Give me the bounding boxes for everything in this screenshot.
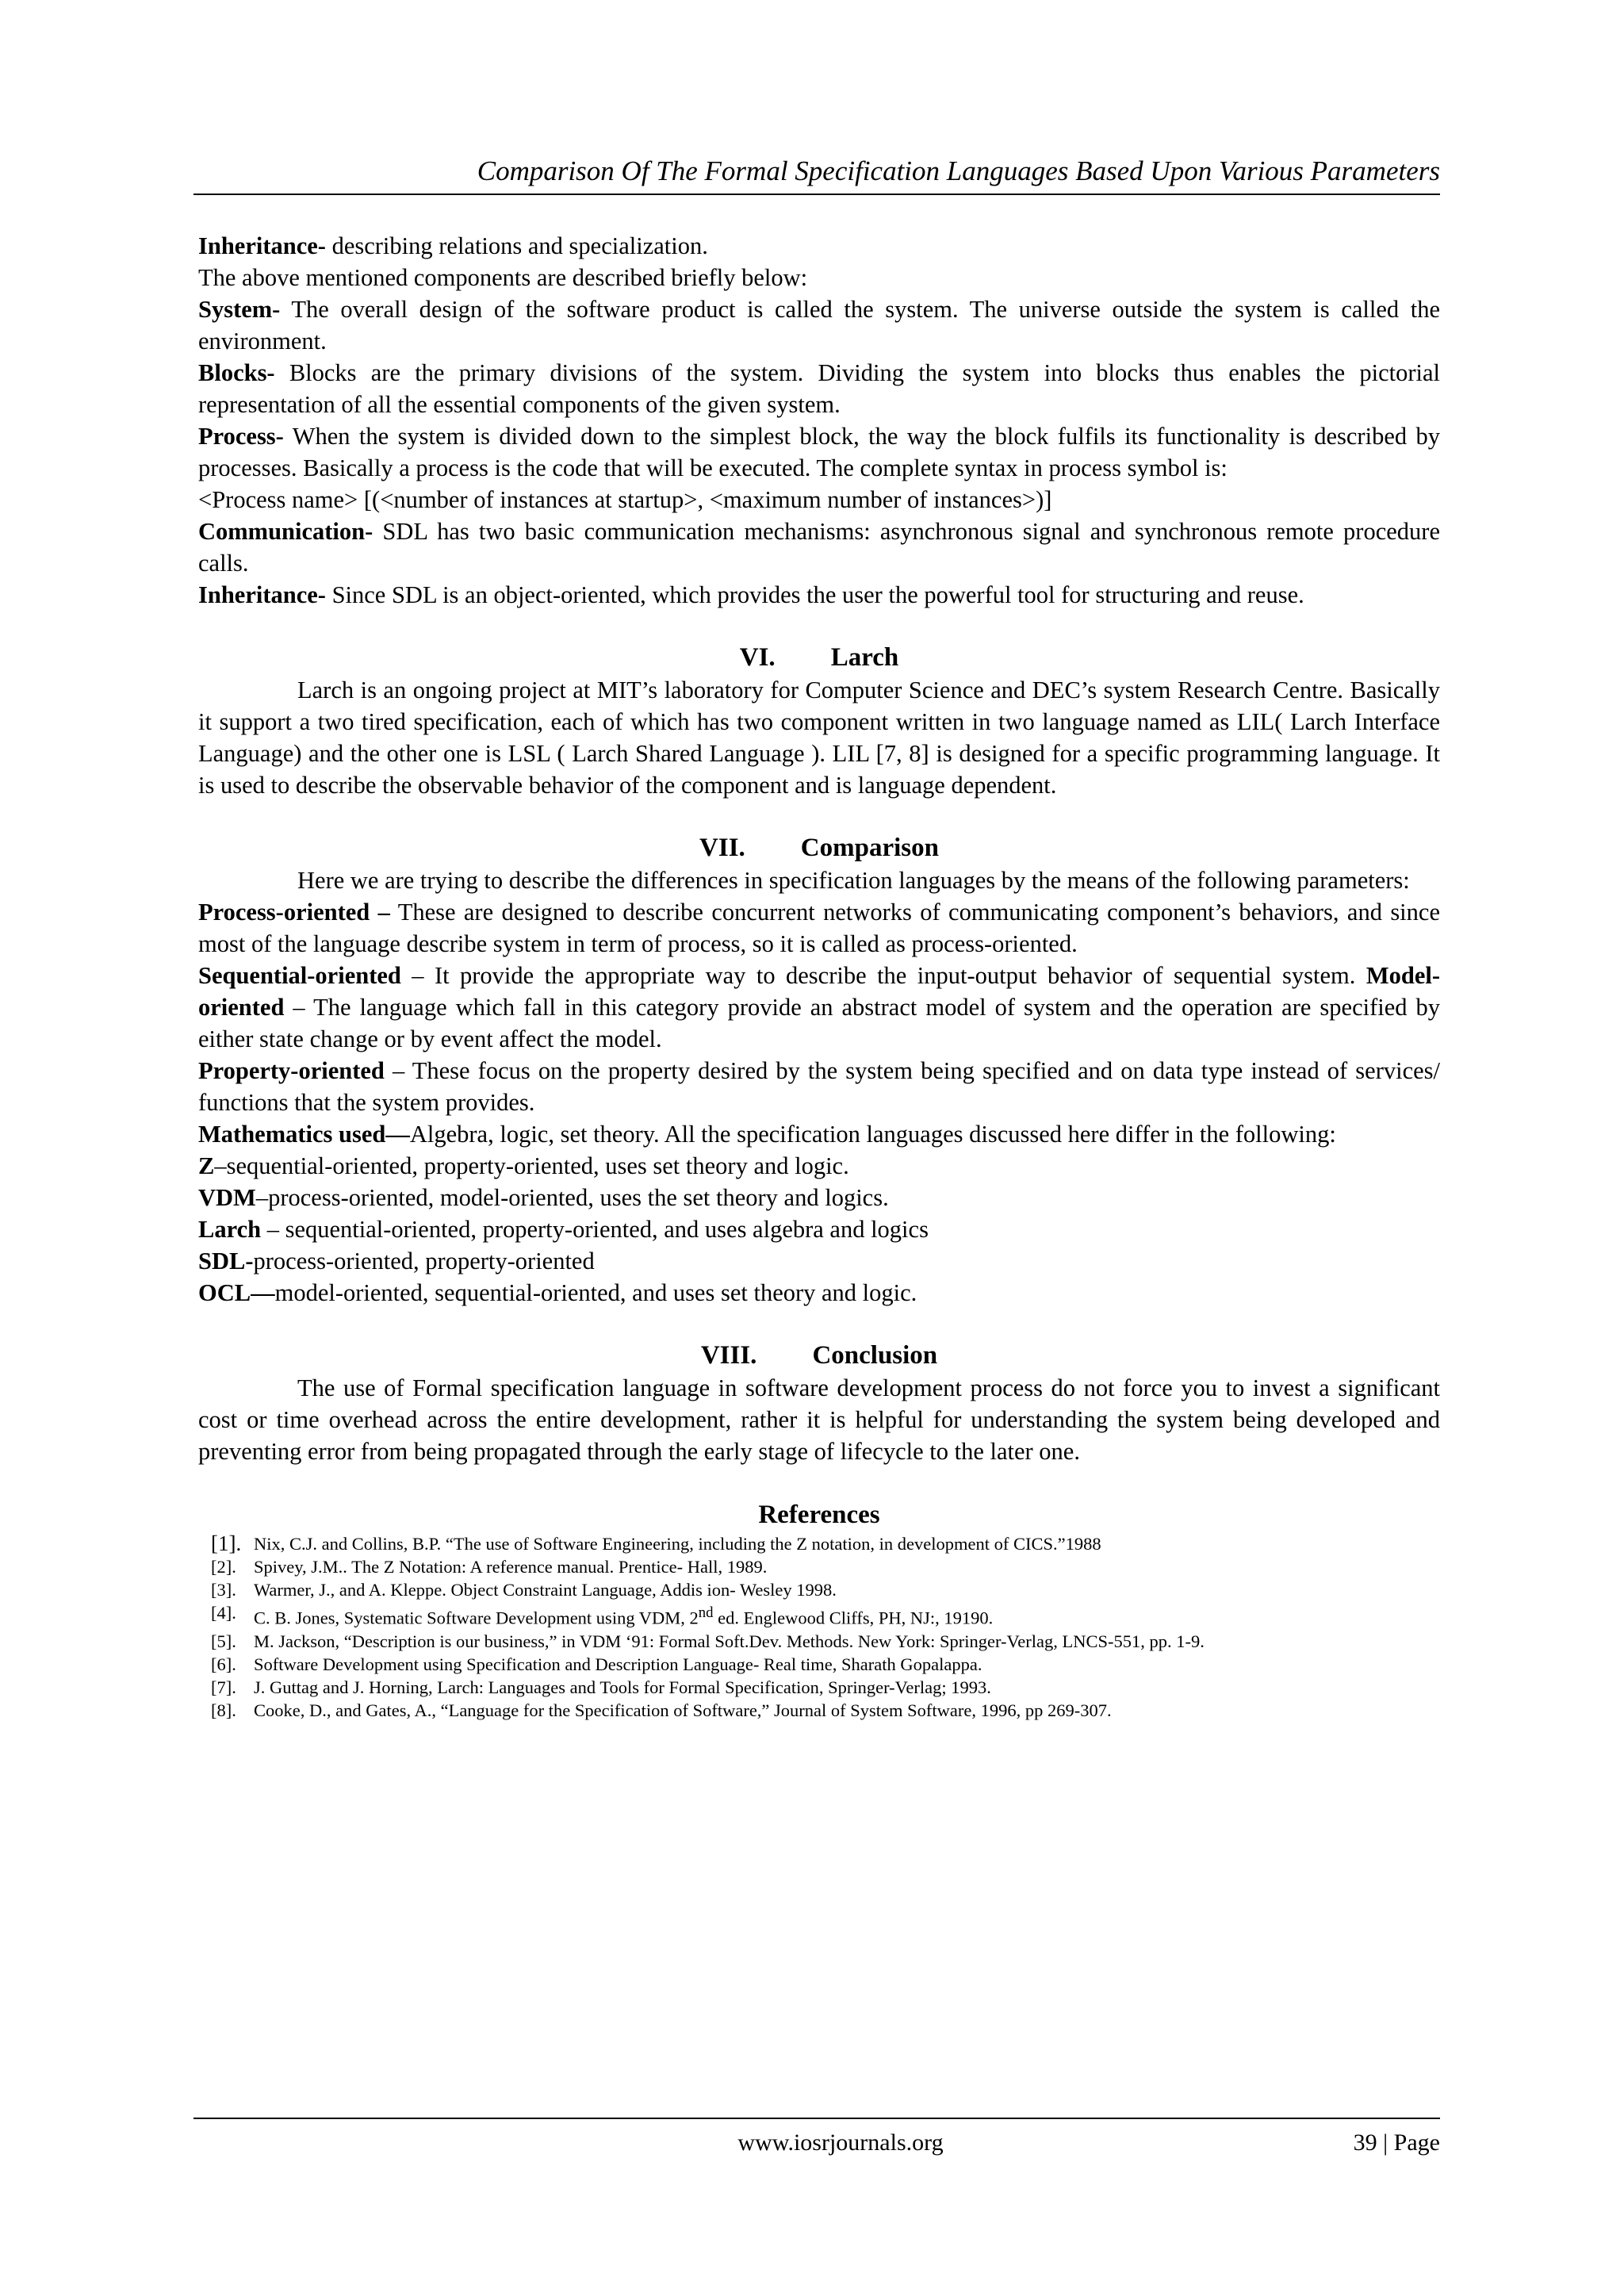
term: Communication- <box>198 518 373 545</box>
intro-paragraph: <Process name> [(<number of instances at startup>, <maximum number of instances>)] <box>198 486 1052 513</box>
intro-paragraph: System- The overall design of the software product is called the system. The universe outside the system is called the environment. <box>198 296 1440 355</box>
footer-page-number: 39 | Page <box>1353 2129 1440 2156</box>
references-heading: References <box>758 1501 880 1529</box>
reference-item: [4]. C. B. Jones, Systematic Software Development using VDM, 2nd ed. Englewood Cliffs, PH, NJ:, 19190. <box>211 1603 994 1628</box>
larch-paragraph: Larch is an ongoing project at MIT’s laboratory for Computer Science and DEC’s system Research Centre. Basically it support a two tired specification, each of which has two component written in two language named as LIL( Larch Interface Language) and the other one is LSL ( Larch Shared Language ). LIL [7, 8] is designed for a specific programming language. It is used to describe the observable behavior of the component and is language dependent. <box>198 677 1440 799</box>
conclusion-paragraph: The use of Formal specification language in software development process do not force you to invest a significant cost or time overhead across the entire development, rather it is helpful for understanding the system being developed and preventing error from being propagated through the early stage of lifecycle to the later one. <box>198 1374 1440 1465</box>
mathematics-paragraph: Mathematics used—Algebra, logic, set theory. All the specification languages discussed here differ in the following: <box>198 1121 1336 1148</box>
language-line: SDL-process-oriented, property-oriented <box>198 1248 595 1274</box>
intro-paragraph: Blocks- Blocks are the primary divisions of the system. Dividing the system into blocks thus enables the pictorial representation of all the essential components of the given system. <box>198 359 1440 418</box>
section-heading-comparison: VII. Comparison <box>699 834 939 862</box>
main-text <box>198 230 1440 1722</box>
language-line: OCL—model-oriented, sequential-oriented, and uses set theory and logic. <box>198 1279 917 1306</box>
comparison-intro: Here we are trying to describe the differences in specification languages by the means of the following parameters: <box>297 867 1410 894</box>
term: System- <box>198 296 281 323</box>
references-list <box>198 1532 1440 1722</box>
process-oriented-paragraph: Process-oriented – These are designed to describe concurrent networks of communicating component’s behaviors, and since most of the language describe system in term of process, so it is called as process-oriented. <box>198 899 1440 957</box>
intro-paragraph: Inheritance- describing relations and specialization. <box>198 232 708 259</box>
reference-item: [1]. Nix, C.J. and Collins, B.P. “The use of Software Engineering, including the Z notation, in development of CICS.”1988 <box>211 1531 1101 1555</box>
language-line: VDM–process-oriented, model-oriented, uses the set theory and logics. <box>198 1184 889 1211</box>
running-header: Comparison Of The Formal Specification Languages Based Upon Various Parameters <box>477 155 1440 186</box>
reference-item: [5]. M. Jackson, “Description is our business,” in VDM ‘91: Formal Soft.Dev. Methods. New York: Springer-Verlag, LNCS-551, pp. 1-9. <box>211 1631 1205 1651</box>
property-oriented-paragraph: Property-oriented – These focus on the property desired by the system being specified and on data type instead of services/ functions that the system provides. <box>198 1057 1440 1116</box>
sequential-model-paragraph: Sequential-oriented – It provide the appropriate way to describe the input-output behavior of sequential system. Model-oriented – The language which fall in this category provide an abstract model of system and the operation are specified by either state change or by event affect the model. <box>198 962 1440 1052</box>
intro-paragraph: Inheritance- Since SDL is an object-oriented, which provides the user the powerful tool for structuring and reuse. <box>198 581 1304 608</box>
intro-paragraph: The above mentioned components are described briefly below: <box>198 264 808 291</box>
term: Process- <box>198 423 284 450</box>
header-divider <box>193 194 1440 195</box>
section-heading-larch: VI. Larch <box>739 643 899 672</box>
section-heading-conclusion: VIII. Conclusion <box>700 1341 938 1370</box>
language-line: Z–sequential-oriented, property-oriented, uses set theory and logic. <box>198 1152 849 1179</box>
reference-item: [3]. Warmer, J., and A. Kleppe. Object Constraint Language, Addis ion- Wesley 1998. <box>211 1580 837 1600</box>
term: Inheritance- <box>198 581 326 608</box>
reference-item: [8]. Cooke, D., and Gates, A., “Language for the Specification of Software,” Journal of System Software, 1996, pp 269-307. <box>211 1700 1112 1720</box>
intro-paragraph: Communication- SDL has two basic communication mechanisms: asynchronous signal and synchronous remote procedure calls. <box>198 518 1440 577</box>
term: Blocks- <box>198 359 275 386</box>
footer-website: www.iosrjournals.org <box>737 2129 944 2156</box>
reference-item: [6]. Software Development using Specification and Description Language- Real time, Sharath Gopalappa. <box>211 1654 982 1674</box>
language-line: Larch – sequential-oriented, property-oriented, and uses algebra and logics <box>198 1216 929 1243</box>
reference-item: [2]. Spivey, J.M.. The Z Notation: A reference manual. Prentice- Hall, 1989. <box>211 1557 768 1577</box>
term: Inheritance- <box>198 232 326 259</box>
intro-paragraph: Process- When the system is divided down to the simplest block, the way the block fulfils its functionality is described by processes. Basically a process is the code that will be executed. The complete syntax in process symbol is: <box>198 423 1440 481</box>
reference-item: [7]. J. Guttag and J. Horning, Larch: Languages and Tools for Formal Specification, Springer-Verlag; 1993. <box>211 1677 991 1697</box>
footer-divider <box>193 2118 1440 2119</box>
